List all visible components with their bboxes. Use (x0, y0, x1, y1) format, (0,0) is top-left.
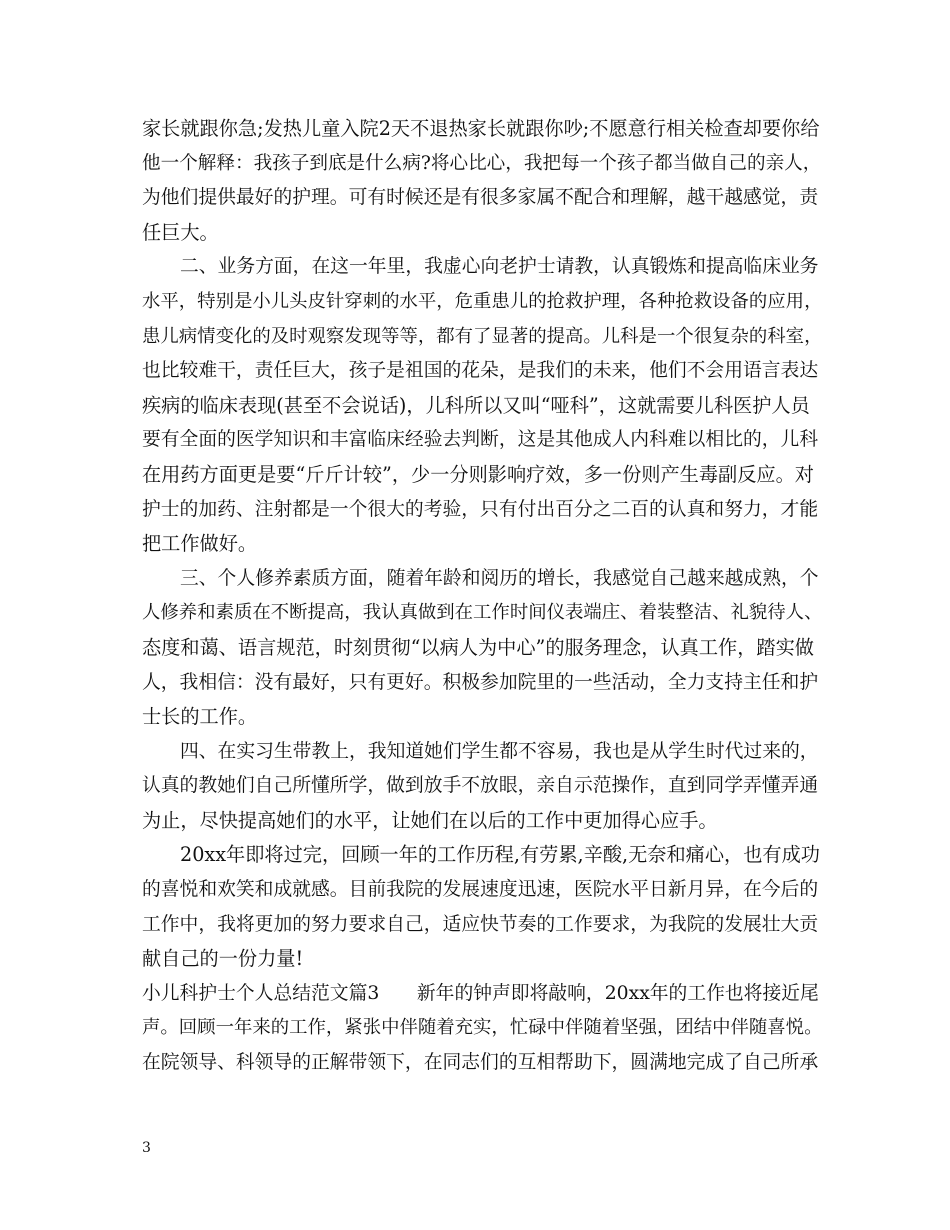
text-line: 为止，尽快提高她们的水平，让她们在以后的工作中更加得心应手。 (142, 808, 718, 832)
text-line: 要有全面的医学知识和丰富临床经验去判断，这是其他成人内科难以相比的，儿科 (142, 429, 819, 451)
text-line: 任巨大。 (142, 220, 219, 244)
text-line: 献自己的一份力量! (142, 947, 304, 971)
text-line: 为他们提供最好的护理。可有时候还是有很多家属不配合和理解，越干越感觉，责 (142, 187, 819, 209)
text-line: 认真的教她们自己所懂所学，做到放手不放眼，亲自示范操作，直到同学弄懂弄通 (142, 775, 819, 797)
text-line: 他一个解释：我孩子到底是什么病?将心比心，我把每一个孩子都当做自己的亲人， (142, 152, 822, 174)
page-number: 3 (142, 1140, 151, 1156)
body-text (142, 112, 822, 1081)
text-line: 声。回顾一年来的工作，紧张中伴随着充实，忙碌中伴随着坚强，团结中伴随喜悦。 (142, 1017, 823, 1039)
text-line: 在院领导、科领导的正解带领下，在同志们的互相帮助下，圆满地完成了自己所承 (142, 1052, 819, 1074)
text-line: 四、在实习生带教上，我知道她们学生都不容易，我也是从学生时代过来的， (180, 740, 819, 762)
text-line: 士长的工作。 (142, 705, 258, 729)
text-line: 水平，特别是小儿头皮针穿刺的水平，危重患儿的抢救护理，各种抢救设备的应用， (142, 290, 823, 312)
text-line: 在用药方面更是要“斤斤计较”，少一分则影响疗效，多一份则产生毒副反应。对 (142, 462, 814, 486)
text-line: 小儿科护士个人总结范文篇3 新年的钟声即将敲响，20xx年的工作也将接近尾 (142, 982, 819, 1004)
text-line: 三、个人修养素质方面，随着年龄和阅历的增长，我感觉自己越来越成熟，个 (180, 567, 819, 589)
text-line: 的喜悦和欢笑和成就感。目前我院的发展速度迅速，医院水平日新月异，在今后的 (142, 879, 819, 901)
text-line: 态度和蔼、语言规范，时刻贯彻“以病人为中心”的服务理念，认真工作，踏实做 (142, 635, 814, 659)
text-line: 家长就跟你急;发热儿童入院2天不退热家长就跟你吵;不愿意行相关检查却要你给 (142, 117, 820, 140)
text-line: 人修养和素质在不断提高，我认真做到在工作时间仪表端庄、着装整洁、礼貌待人、 (142, 602, 823, 624)
text-line: 二、业务方面，在这一年里，我虚心向老护士请教，认真锻炼和提高临床业务 (180, 256, 819, 278)
text-line: 患儿病情变化的及时观察发现等等，都有了显著的提高。儿科是一个很复杂的科室， (142, 325, 823, 347)
text-line: 人，我相信：没有最好，只有更好。积极参加院里的一些活动，全力支持主任和护 (142, 671, 819, 693)
text-line: 把工作做好。 (142, 532, 258, 556)
text-line: 疾病的临床表现(甚至不会说话)，儿科所以又叫“哑科”，这就需要儿科医护人员 (142, 393, 810, 417)
text-line: 工作中，我将更加的努力要求自己，适应快节奏的工作要求，为我院的发展壮大贡 (142, 913, 819, 935)
text-line: 也比较难干，责任巨大，孩子是祖国的花朵，是我们的未来，他们不会用语言表达 (142, 360, 819, 382)
text-line: 护士的加药、注射都是一个很大的考验，只有付出百分之二百的认真和努力，才能 (142, 498, 819, 520)
text-line: 20xx年即将过完，回顾一年的工作历程,有劳累,辛酸,无奈和痛心，也有成功 (180, 843, 820, 867)
